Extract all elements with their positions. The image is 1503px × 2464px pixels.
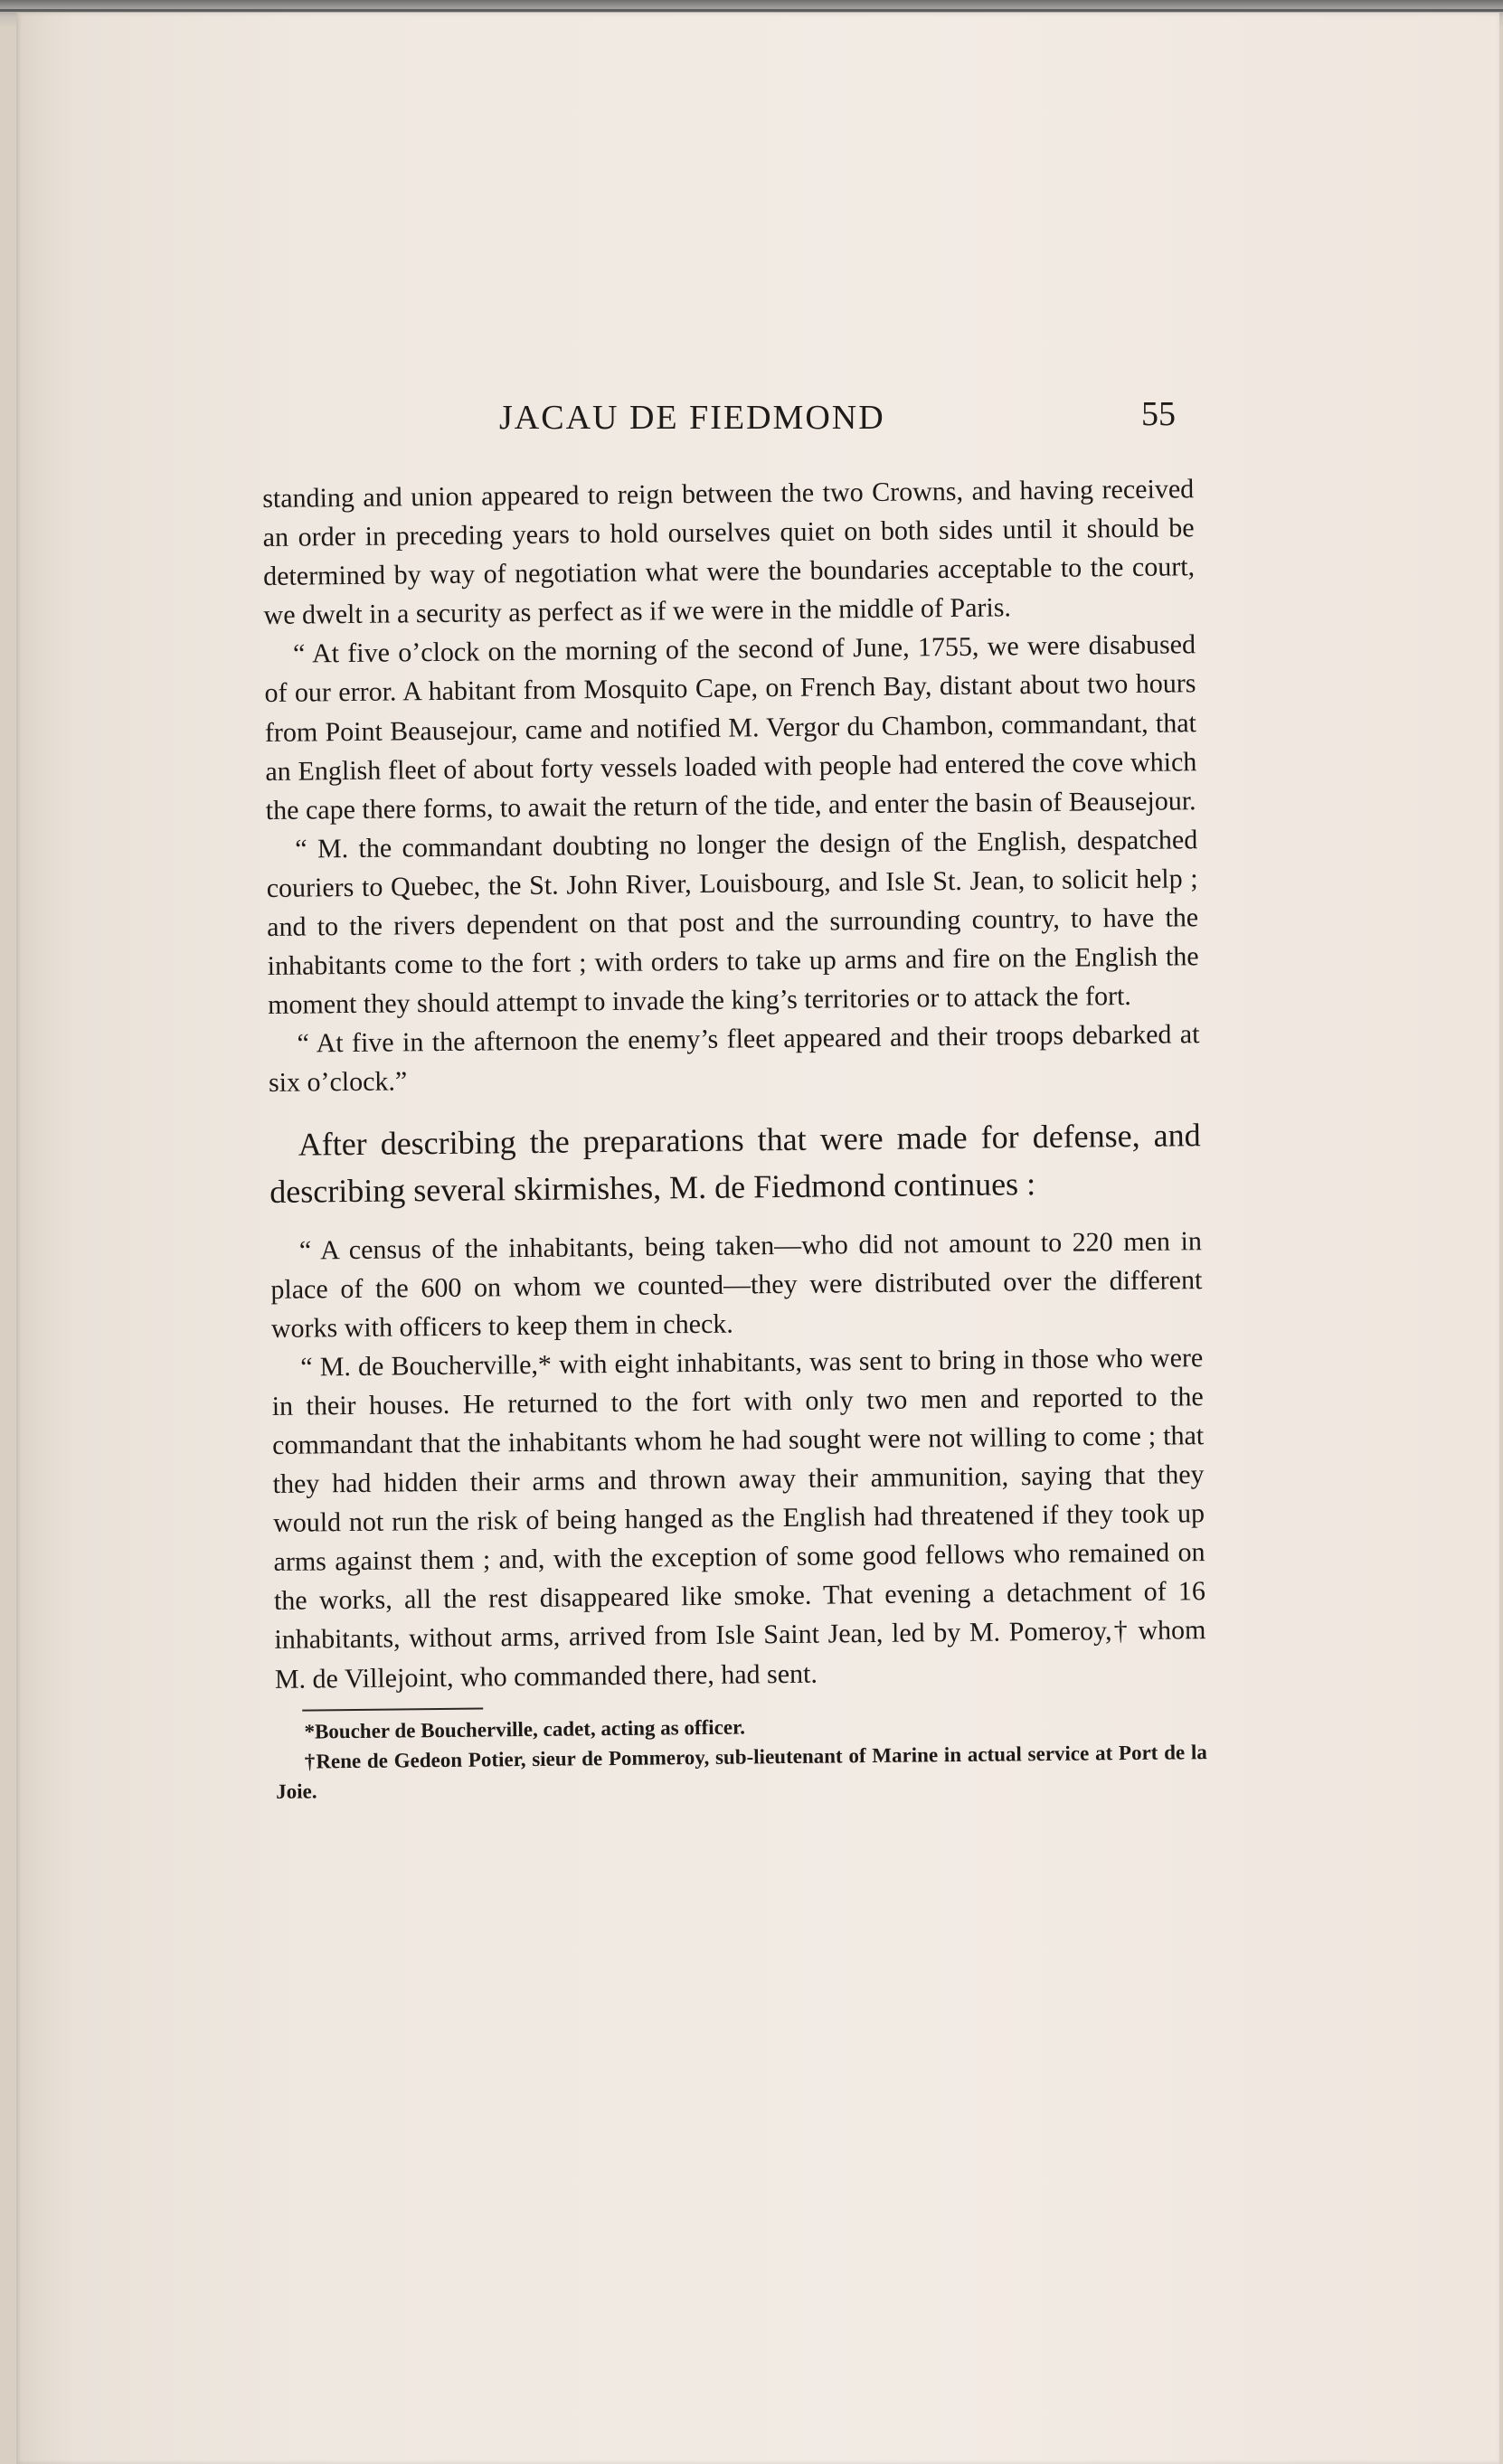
paragraph-june-second: “ At five o’clock on the morning of the second of June, 1755, we were disabused of our error. A habitant from Mosquito Cape, on French Bay, distant about two hours from Point Beausejour, came and notified M. Vergor du Chambon, commandant, that an English fleet of about forty vessels loaded with people had entered the cove which the cape there forms, to await the return of the tide, and enter the basin of Beausejour. xyxy=(264,629,1197,826)
paragraph-continuation: standing and union appeared to reign between the two Crowns, and having received an order in preceding years to hold ourselves quiet on both sides until it should be determined by way of negotiation what were the boundaries acceptable to the court, we dwelt in a security as perfect as if we were in the middle of Paris. xyxy=(262,474,1196,631)
running-head: JACAU DE FIEDMOND xyxy=(499,399,885,437)
book-top-edge-line xyxy=(0,9,1503,12)
paragraph-narrative: After describing the preparations that were made for defense, and describing several skirmishes, M. de Fiedmond continues : xyxy=(269,1116,1201,1210)
paragraph-commandant: “ M. the commandant doubting no longer the design of the English, despatched couriers to Quebec, the St. John River, Louisbourg, and Isle St. Jean, to solicit help ; and to the rivers dependent on that post and the surrounding country, to have the inhabitants come to the fort ; with orders to take up arms and fire on the English the moment they should attempt to invade the king’s territories or to attack the fort. xyxy=(266,825,1199,1021)
paragraph-boucherville: “ M. de Boucherville,* with eight inhabitants, was sent to bring in those who were in their houses. He returned to the fort with only two men and reported to the commandant that the inhabitants whom he had sought were not willing to come ; that they had hidden their arms and thrown away their ammunition, saying that they would not run the risk of being hanged as the English had threatened if they took up arms against them ; and, with the exception of some good fellows who remained on the works, all the rest disappeared like smoke. That evening a detachment of 16 inhabitants, without arms, arrived from Isle Saint Jean, led by M. Pomeroy,† whom M. de Villejoint, who commanded there, had sent. xyxy=(271,1342,1206,1695)
paragraph-enemy-fleet: “ At five in the afternoon the enemy’s fleet appeared and their troops debarked at six o’clock.” xyxy=(268,1019,1200,1099)
page-text xyxy=(262,469,1207,1806)
footnotes xyxy=(275,1700,1207,1807)
footnote-boucherville: *Boucher de Boucherville, cadet, acting as officer. xyxy=(304,1715,746,1743)
footnote-rule xyxy=(302,1707,483,1711)
paragraph-census: “ A census of the inhabitants, being taken—who did not amount to 220 men in place of the 600 on whom we counted—they were distributed over the different works with officers to keep them in check. xyxy=(270,1225,1203,1344)
page-number: 55 xyxy=(1141,395,1176,433)
page-header xyxy=(262,394,1176,445)
footnote-pommeroy: †Rene de Gedeon Potier, sieur de Pommeroy, sub-lieutenant of Marine in actual service at Port de la Joie. xyxy=(276,1740,1207,1803)
